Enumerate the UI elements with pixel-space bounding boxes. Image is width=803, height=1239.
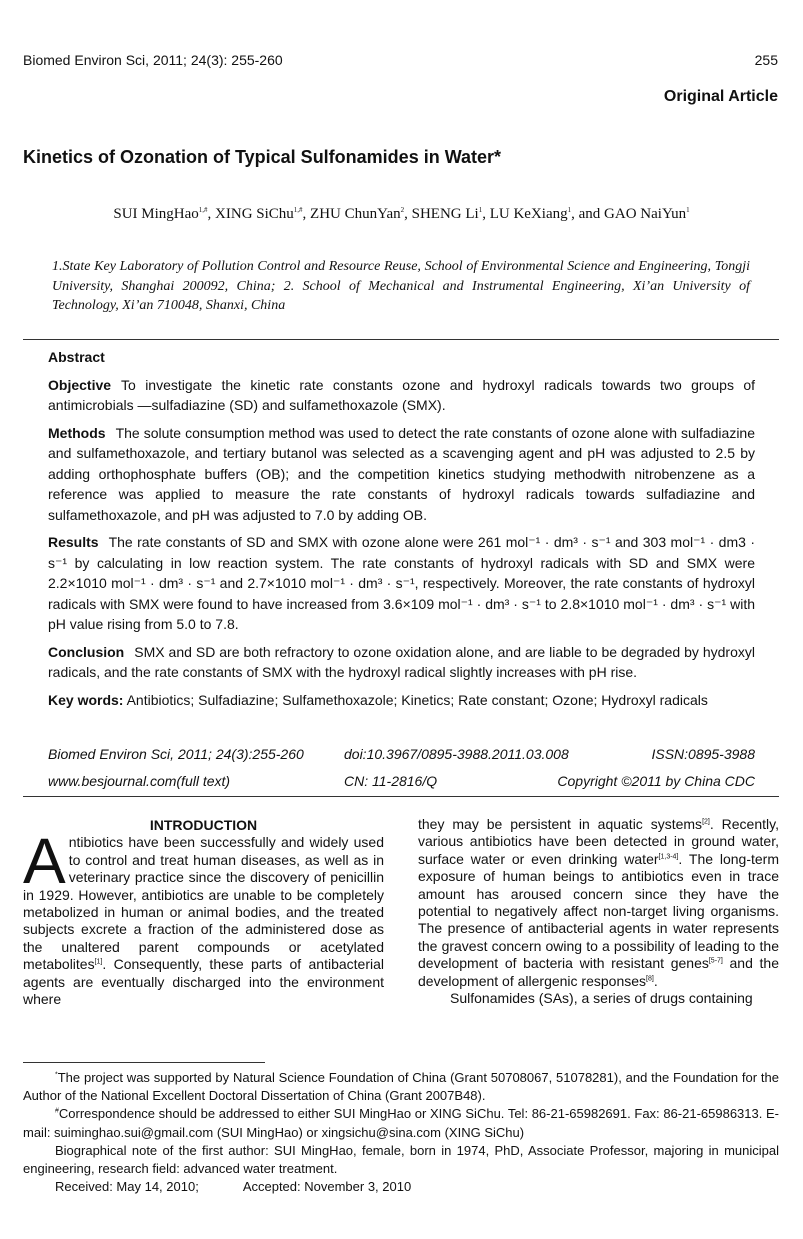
right-column <box>418 816 779 1007</box>
reference-marker: [1,3-4] <box>658 853 679 861</box>
abstract-methods <box>48 423 755 526</box>
journal-website[interactable]: www.besjournal.com(full text) <box>48 773 231 789</box>
abstract-block <box>48 347 755 717</box>
citation-row-1 <box>48 746 755 766</box>
drop-cap: A <box>23 825 66 898</box>
biographical-note: Biographical note of the first author: SUI MingHao, female, born in 1974, PhD, Associate Professor, majoring in municipal engineering, research field: advanced water treatment. <box>23 1142 779 1177</box>
funding-footnote: *The project was supported by Natural Science Foundation of China (Grant 50708067, 51078281), and the Foundation for the Author of the National Excellent Doctoral Dissertation of China (Grant 2007B48). <box>23 1070 779 1104</box>
conclusion-label: Conclusion <box>48 643 125 660</box>
reference-marker: [1] <box>94 958 103 966</box>
journal-reference: Biomed Environ Sci, 2011; 24(3): 255-260 <box>23 52 283 68</box>
affiliations: 1.State Key Laboratory of Pollution Control and Resource Reuse, School of Environmental Science and Engineering, Tongji University, Shanghai 200092, China; 2. School of Mechanical and Instrumental Engineering, Xi’an University of Technology, Xi’an 710048, Shanxi, China <box>52 259 750 313</box>
abstract-objective <box>48 375 755 416</box>
paper-title: Kinetics of Ozonation of Typical Sulfonamides in Water* <box>23 147 502 167</box>
reference-marker: [5-7] <box>708 957 723 965</box>
author-name: SHENG Li <box>411 206 479 222</box>
abstract-bottom-rule <box>23 796 779 797</box>
author-affiliation-mark: 1 <box>567 206 572 214</box>
author-name: ZHU ChunYan <box>310 206 401 222</box>
intro-heading: INTRODUCTION <box>149 817 258 833</box>
page-number: 255 <box>754 52 778 68</box>
results-text: The rate constants of SD and SMX with ozone alone were 261 mol⁻¹ · dm³ · s⁻¹ and 303 mol⁻¹ · dm3 · s⁻¹ by calculating in low reaction system. The rate constants of hydroxyl radicals with SD and SMX were 2.2×1010 mol⁻¹ · dm³ · s⁻¹ and 2.7×1010 mol⁻¹ · dm³ · s⁻¹, respectively. Moreover, the rate constants of hydroxyl radicals with SMX were found to have increased from 3.6×109 mol⁻¹ · dm³ · s⁻¹ to 2.8×1010 mol⁻¹ · dm³ · s⁻¹ with pH value rising from 5.0 to 7.8. <box>48 534 755 632</box>
abstract-keywords <box>48 690 755 711</box>
author-affiliation-mark: 2 <box>400 206 405 214</box>
objective-text: To investigate the kinetic rate constants ozone and hydroxyl radicals towards two groups of antimicrobials —sulfadiazine (SD) and sulfamethoxazole (SMX). <box>48 376 755 413</box>
accepted-date: Accepted: November 3, 2010 <box>242 1179 412 1195</box>
author-name: LU KeXiang <box>489 206 568 222</box>
author-list: SUI MingHao$^{1,\#}$, XING SiChu$^{1,\#}$, ZHU ChunYan$^2$, SHENG Li$^1$, LU KeXiang$^1$, and GAO NaiYun$^1$ <box>113 206 690 222</box>
author-affiliation-mark: 1 <box>686 206 690 214</box>
methods-label: Methods <box>48 424 106 441</box>
received-date: Received: May 14, 2010; <box>55 1179 199 1195</box>
footnotes <box>23 1069 779 1196</box>
footnote-rule <box>23 1062 265 1063</box>
objective-label: Objective <box>48 376 112 393</box>
abstract-heading: Abstract <box>48 349 105 365</box>
keywords-text: Antibiotics; Sulfadiazine; Sulfamethoxazole; Kinetics; Rate constant; Ozone; Hydroxyl radicals <box>126 691 708 708</box>
article-type: Original Article <box>663 88 778 105</box>
author-affiliation-mark: 1,# <box>198 206 208 214</box>
dates <box>23 1178 779 1196</box>
left-column <box>23 817 384 1008</box>
reference-marker: [2] <box>702 818 710 826</box>
results-label: Results <box>48 534 99 550</box>
reference-marker: [8] <box>646 975 654 982</box>
author-affiliation-mark: 1 <box>478 206 483 214</box>
author-name: GAO NaiYun <box>604 206 687 222</box>
abstract-results <box>48 532 755 635</box>
author-affiliation-mark: 1,# <box>293 206 303 214</box>
abstract-conclusion <box>48 642 755 683</box>
methods-text: The solute consumption method was used to detect the rate constants of ozone alone with sulfadiazine and sulfamethoxazole, and tertiary butanol was selected as a scavenging agent and pH was adjusted to 2.5 by adding orthophosphate buffers (OB); and the competition kinetics studying methodwith nitrobenzene as a reference was applied to measure the rate constants of hydroxyl radicals towards sulfadiazine and sulfamethoxazole, and pH was adjusted to 7.0 by adding OB. <box>48 424 755 523</box>
author-name: SUI MingHao <box>113 206 199 222</box>
citation-issn: ISSN:0895-3988 <box>651 746 755 762</box>
keywords-label: Key words: <box>48 691 124 708</box>
intro-text: ntibiotics have been successfully and widely used to control and treat human diseases, as well as in veterinary practice since the discovery of penicillin in 1929. However, antibiotics are unable to be completely metabolized in human or animal bodies, and the treated subjects excrete a fraction of the administered dose as the unaltered parent compounds or acetylated metabolites[1]. Consequently, these parts of antibacterial agents are eventually discharged into the environment where <box>23 834 384 1008</box>
footnote-mark: * <box>55 1071 58 1079</box>
copyright: Copyright ©2011 by China CDC <box>557 773 755 789</box>
author-name: XING SiChu <box>215 206 294 222</box>
citation-doi: doi:10.3967/0895-3988.2011.03.008 <box>344 746 569 762</box>
citation-row-2 <box>48 773 755 793</box>
citation-cn: CN: 11-2816/Q <box>344 773 438 789</box>
sulfonamides-paragraph: Sulfonamides (SAs), a series of drugs containing <box>450 990 753 1007</box>
citation-ref: Biomed Environ Sci, 2011; 24(3):255-260 <box>48 746 304 762</box>
right-column-paragraph: they may be persistent in aquatic systems[2]. Recently, various antibiotics have been detected in ground water, surface water or even drinking water[1,3-4]. The long-term exposure of human beings to antibiotics even in trace amount has aroused concern since they have the potential to negatively affect non-target living organisms. The presence of antibacterial agents in water represents the gravest concern owing to a possibility of leading to the development of bacteria with resistant genes[5-7] and the development of allergenic responses[8]. <box>418 816 780 989</box>
footnote-mark: # <box>55 1108 59 1116</box>
correspondence-footnote: #Correspondence should be addressed to either SUI MingHao or XING SiChu. Tel: 86-21-65982691. Fax: 86-21-65986313. E-mail: suiminghao.sui@gmail.com (SUI MingHao) or xingsichu@sina.com (XING SiChu) <box>23 1106 779 1140</box>
abstract-top-rule <box>23 339 779 340</box>
conclusion-text: SMX and SD are both refractory to ozone oxidation alone, and are liable to be degraded by hydroxyl radicals, and the rate constants of SMX with the hydroxyl radical slightly increases with pH rise. <box>48 643 755 680</box>
